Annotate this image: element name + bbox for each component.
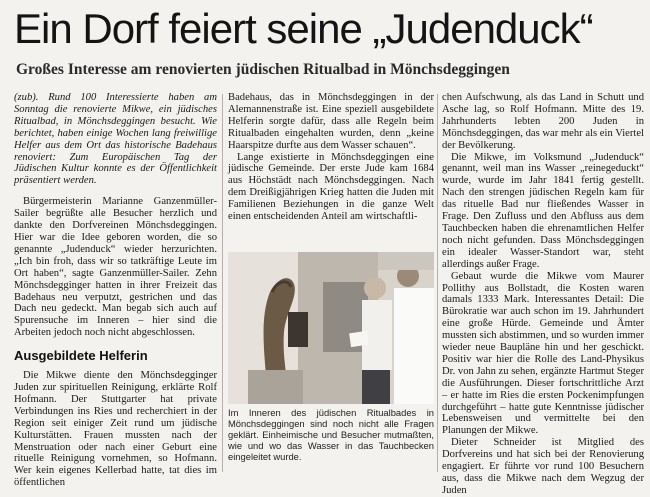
ritual-bath-photo xyxy=(228,252,434,404)
article-paragraph: Lange existierte in Mönchsdeggingen eine jüdische Gemeinde. Der erste Jude kam 1684 aus Höchstädt nach Mönchsdeggingen. Nach dem Dreißigjährigen Krieg hatten die Juden mit Familienen Beziehungen in die ganze Welt einen entscheidenden Anteil am wirtschaftli- xyxy=(228,151,434,223)
headline: Ein Dorf feiert seine „Judenduck“ xyxy=(14,5,593,52)
article-paragraph: Bürgermeisterin Marianne Ganzenmüller-Sailer begrüßte alle Besucher herzlich und dankte den Dorfvereinen Mönchsdeggingen. Hier war die Idee geboren worden, die so genannte „Judenduck“ wieder herzurichten. „Ich bin froh, dass wir so tatkräftige Leute im Ort haben“, sagte Ganzenmüller-Sailer. Zehn Mönchsdegginger hatten in ihrer Freizeit das Badehaus neu verputzt, gestrichen und das Dach neu gedeckt. Man begab sich auch auf Spurensuche im Inneren – hier sind die Arbeiten jedoch noch nicht abgeschlossen. xyxy=(14,196,217,339)
article-paragraph: Badehaus, das in Mönchsdeggingen in der Alemannenstraße ist. Eine speziell ausgebildete Helferin sorgte dafür, dass alle Regeln beim Ritualbaden eingehalten wurden, denn „keine Haarspitze durfte aus dem Wasser schauen“. xyxy=(228,92,434,151)
article-column-1 xyxy=(14,92,217,489)
article-paragraph: Gebaut wurde die Mikwe vom Maurer Pollithy aus Bollstadt, die Kosten waren damals 1333 Mark. Interessantes Detail: Die Bürokratie war auch schon im 19. Jahrhundert eine große Hürde. Gemeinde und Ämter mussten sich abstimmen, und so wurden immer wieder neue Baupläne hin und her geschickt. Positiv war hier die Rolle des Land-Physikus Dr. von Jahn zu sehen, ergänzte Hartmut Steger die Ausführungen. Dieser fortschrittliche Arzt – er hatte im Ries die ersten Pockenimpfungen durchgeführt – hatte gute Kenntnisse jüdischer Lebensweisen und vermittelte bei den Planungen der Mikwe. xyxy=(442,270,644,437)
article-paragraph: Dieter Schneider ist Mitglied des Dorfvereins und hat sich bei der Renovierung engagiert. Er führte vor rund 100 Besuchern aus, dass die Mikwe nach dem Wegzug der Juden xyxy=(442,437,644,496)
article-column-2 xyxy=(228,92,434,242)
subheadline: Großes Interesse am renovierten jüdischen Ritualbad in Mönchsdeggingen xyxy=(16,61,510,78)
article-column-3 xyxy=(442,92,644,496)
article-paragraph: chen Aufschwung, als das Land in Schutt und Asche lag, so Rolf Hofmann. Mitte des 19. Jahrhunderts lebten 200 Juden in Mönchsdeggingen, das war mehr als ein Viertel der Bevölkerung. xyxy=(442,92,644,151)
section-subtitle: Ausgebildete Helferin xyxy=(14,348,148,364)
article-lead: (zub). Rund 100 Interessierte haben am Sonntag die renovierte Mikwe, ein jüdisches Ritualbad, in Mönchsdeggingen besucht. Wie berichtet, haben einige Wochen lang freiwillige Helfer aus dem Ort das historische Badehaus renoviert: Zum Europäischen Tag der Jüdischen Kultur konnte es der Öffentlichkeit präsentiert werden. xyxy=(14,92,217,187)
column-rule xyxy=(437,94,438,472)
article-paragraph: Die Mikwe diente den Mönchsdegginger Juden zur spirituellen Reinigung, erklärte Rolf Hofmann. Der Stuttgarter hat private Verbindungen ins Ries und recherchiert in der Region seit einiger Zeit rund um jüdische Kulturstätten. Frauen mussten nach der Menstruation oder nach einer Geburt eine rituelle Reinigung vornehmen, so Hofmann. Wer kein eigenes Kellerbad hatte, tat dies im öffentlichen xyxy=(14,370,217,489)
column-rule xyxy=(222,94,223,472)
photo-illustration xyxy=(228,252,434,404)
article-paragraph: Die Mikwe, im Volksmund „Judenduck“ genannt, weil man ins Wasser „reinegeduckt“ wurde, wurde im Jahr 1841 fertig gestellt. Nach den strengen jüdischen Regeln kam für das rituelle Bad nur fließendes Wasser in Frage. Den Zufluss und den Abfluss aus dem Tauchbecken haben die ehrenamtlichen Helfer noch nicht gefunden. Dass Mönchsdeggingen ein idealer Wasser-Standort war, steht allerdings außer Frage. xyxy=(442,151,644,270)
photo-caption: Im Inneren des jüdischen Ritualbades in Mönchsdeggingen sind noch nicht alle Fragen geklärt. Einheimische und Besucher mutmaßten, wie und wo das Wasser in das Tauchbecken eingeleitet wurde. xyxy=(228,407,434,462)
